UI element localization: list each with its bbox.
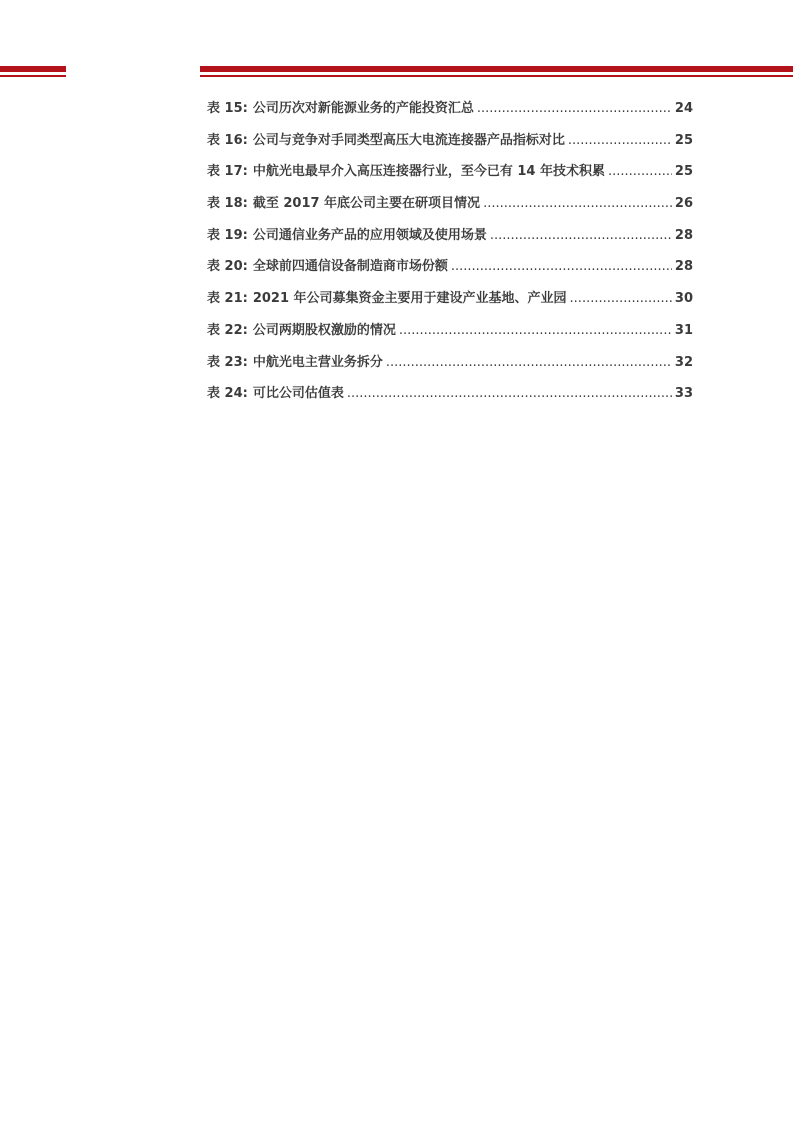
toc-entry[interactable] [207, 256, 693, 288]
toc-page-number: 33 [674, 386, 693, 402]
toc-entry-title: 公司通信业务产品的应用领域及使用场景 [252, 227, 487, 243]
toc-entry-title: 全球前四通信设备制造商市场份额 [252, 259, 448, 275]
toc-entry[interactable] [207, 130, 693, 162]
toc-dot-leader [347, 383, 672, 405]
toc-entry[interactable] [207, 352, 693, 384]
toc-entry-title: 可比公司估值表 [252, 386, 344, 402]
toc-entry[interactable] [207, 193, 693, 225]
toc-page-number: 25 [674, 164, 693, 180]
header-rule-thick [0, 66, 66, 72]
toc-entry-title: 中航光电主营业务拆分 [252, 354, 383, 370]
toc-entry[interactable] [207, 98, 693, 130]
toc-page-number: 31 [674, 322, 693, 338]
toc-entry-title: 截至 2017 年底公司主要在研项目情况 [252, 196, 481, 212]
toc-dot-leader [570, 288, 672, 310]
toc-page-number: 25 [674, 132, 693, 148]
toc-entry-label: 表 15: [207, 101, 248, 116]
toc-dot-leader [490, 225, 672, 247]
toc-dot-leader [451, 256, 672, 278]
toc-entry-title: 公司两期股权激励的情况 [252, 322, 396, 338]
toc-entry-label: 表 17: [207, 164, 248, 180]
toc-page-number: 24 [674, 101, 693, 116]
toc-entry[interactable] [207, 320, 693, 352]
toc-entry[interactable] [207, 161, 693, 193]
toc-entry[interactable] [207, 383, 693, 415]
toc-dot-leader [386, 352, 672, 374]
toc-dot-leader [399, 320, 672, 342]
header-rule-thin [200, 75, 793, 77]
toc-entry[interactable] [207, 225, 693, 257]
toc-entry[interactable] [207, 288, 693, 320]
header-rule-thin [0, 75, 66, 77]
header-rule-thick [200, 66, 793, 72]
toc-dot-leader [477, 98, 672, 120]
toc-entry-label: 表 19: [207, 227, 248, 243]
toc-entry-label: 表 22: [207, 322, 248, 338]
toc-page-number: 28 [674, 227, 693, 243]
table-of-contents-list [207, 98, 693, 415]
toc-dot-leader [608, 161, 672, 183]
toc-entry-label: 表 21: [207, 291, 248, 307]
toc-page-number: 30 [674, 291, 693, 307]
toc-page-number: 28 [674, 259, 693, 275]
toc-page-number: 32 [674, 354, 693, 370]
toc-entry-title: 公司与竞争对手同类型高压大电流连接器产品指标对比 [252, 132, 565, 148]
toc-entry-label: 表 23: [207, 354, 248, 370]
toc-entry-title: 中航光电最早介入高压连接器行业，至今已有 14 年技术积累 [252, 164, 605, 180]
toc-entry-label: 表 24: [207, 386, 248, 402]
toc-entry-label: 表 18: [207, 196, 248, 212]
toc-entry-title: 2021 年公司募集资金主要用于建设产业基地、产业园 [252, 291, 567, 307]
toc-entry-label: 表 20: [207, 259, 248, 275]
header-rule-left [0, 66, 66, 78]
toc-entry-label: 表 16: [207, 132, 248, 148]
header-rule-right [200, 66, 793, 78]
toc-dot-leader [483, 193, 672, 215]
toc-page-number: 26 [674, 196, 693, 212]
toc-entry-title: 公司历次对新能源业务的产能投资汇总 [252, 101, 474, 116]
toc-dot-leader [568, 130, 672, 152]
